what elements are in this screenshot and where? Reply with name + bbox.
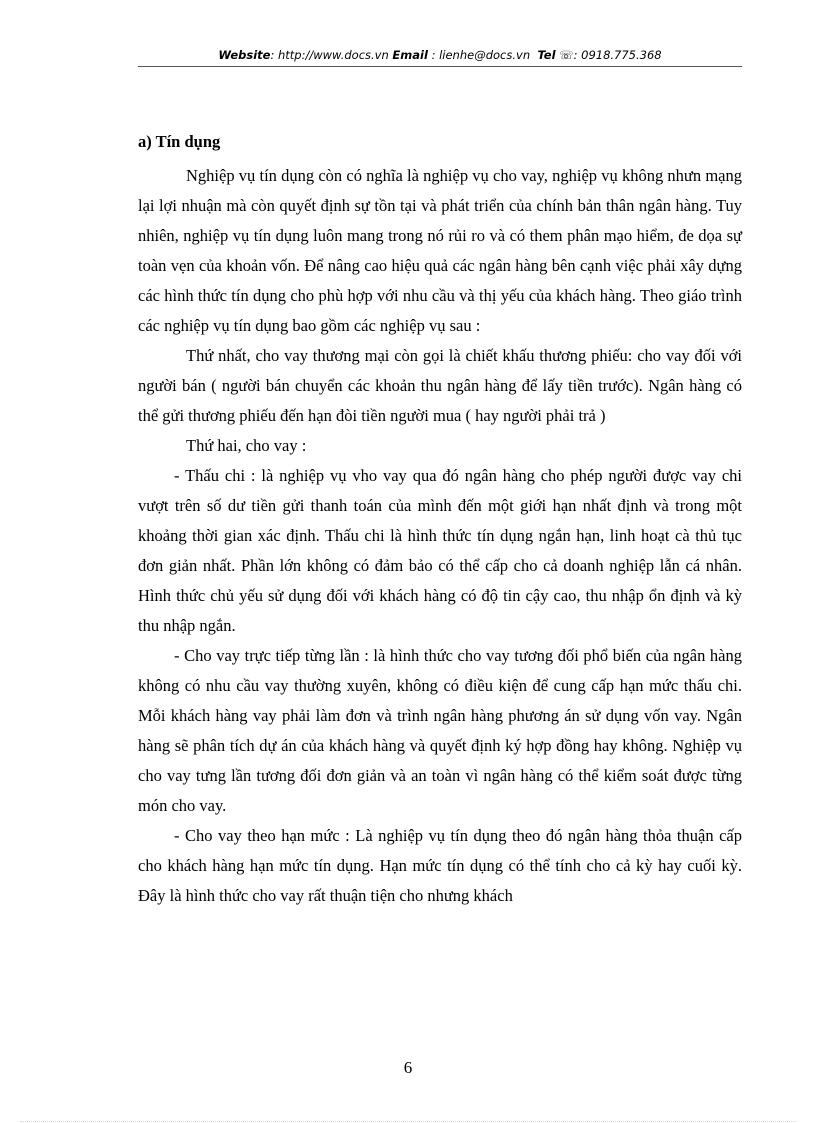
bullet-credit-line: - Cho vay theo hạn mức : Là nghiệp vụ tín dụng theo đó ngân hàng thỏa thuận cấp cho khách hàng hạn mức tín dụng. Hạn mức tín dụng có thể tính cho cả kỳ hay cuối kỳ. Đây là hình thức cho vay rất thuận tiện cho nhưng khách (138, 826, 742, 905)
footer-divider (20, 1121, 796, 1122)
page-header (140, 48, 740, 62)
header-divider (138, 66, 742, 67)
email-value: : lienhe@docs.vn (431, 48, 531, 62)
document-body (138, 127, 742, 911)
tel-label: Tel (537, 48, 556, 62)
paragraph-first: Thứ nhất, cho vay thương mại còn gọi là chiết khấu thương phiếu: cho vay đối với người bán ( người bán chuyển các khoản thu ngân hàng để lấy tiền trước). Ngân hàng có thể gửi thương phiếu đến hạn đòi tiền người mua ( hay người phải trả ) (138, 346, 742, 425)
section-heading: a) Tín dụng (138, 132, 221, 151)
paragraph-intro: Nghiệp vụ tín dụng còn có nghĩa là nghiệp vụ cho vay, nghiệp vụ không nhưn mạng lại lợi nhuận mà còn quyết định sự tồn tại và phát triển của chính bản thân ngân hàng. Tuy nhiên, nghiệp vụ tín dụng luôn mang trong nó rủi ro và có them phân mạo hiểm, đe dọa sự toàn vẹn của khoản vốn. Để nâng cao hiệu quả các ngân hàng bên cạnh việc phải xây dựng các hình thức tín dụng cho phù hợp với nhu cầu và thị yếu của khách hàng. Theo giáo trình các nghiệp vụ tín dụng bao gồm các nghiệp vụ sau : (138, 166, 742, 335)
tel-value: : 0918.775.368 (573, 48, 662, 62)
page-number: 6 (403, 1058, 413, 1077)
bullet-overdraft: - Thấu chi : là nghiệp vụ vho vay qua đó ngân hàng cho phép người được vay chi vượt trên số dư tiền gửi thanh toán của mình đến một giới hạn nhất định và trong một khoảng thời gian xác định. Thấu chi là hình thức tín dụng ngắn hạn, linh hoạt cà thủ tục đơn giản nhất. Phần lớn không có đảm bảo có thể cấp cho cả doanh nghiệp lẫn cá nhân. Hình thức chủ yếu sử dụng đối với khách hàng có độ tin cậy cao, thu nhập ổn định và kỳ thu nhập ngắn. (138, 466, 742, 635)
website-value: : http://www.docs.vn (270, 48, 389, 62)
telephone-icon: ☏ (559, 48, 574, 62)
email-label: Email (392, 48, 428, 62)
website-label: Website (218, 48, 271, 62)
bullet-direct-loan: - Cho vay trực tiếp từng lần : là hình thức cho vay tương đối phổ biến của ngân hàng không có nhu cầu vay thường xuyên, không có điều kiện để cung cấp hạn mức thấu chi. Mỗi khách hàng vay phải làm đơn và trình ngân hàng phương án sử dụng vốn vay. Ngân hàng sẽ phân tích dự án của khách hàng và quyết định ký hợp đồng hay không. Nghiệp vụ cho vay tưng lần tương đối đơn giản và an toàn vì ngân hàng có thể kiểm soát được từng món cho vay. (138, 646, 742, 815)
paragraph-second: Thứ hai, cho vay : (186, 436, 307, 455)
